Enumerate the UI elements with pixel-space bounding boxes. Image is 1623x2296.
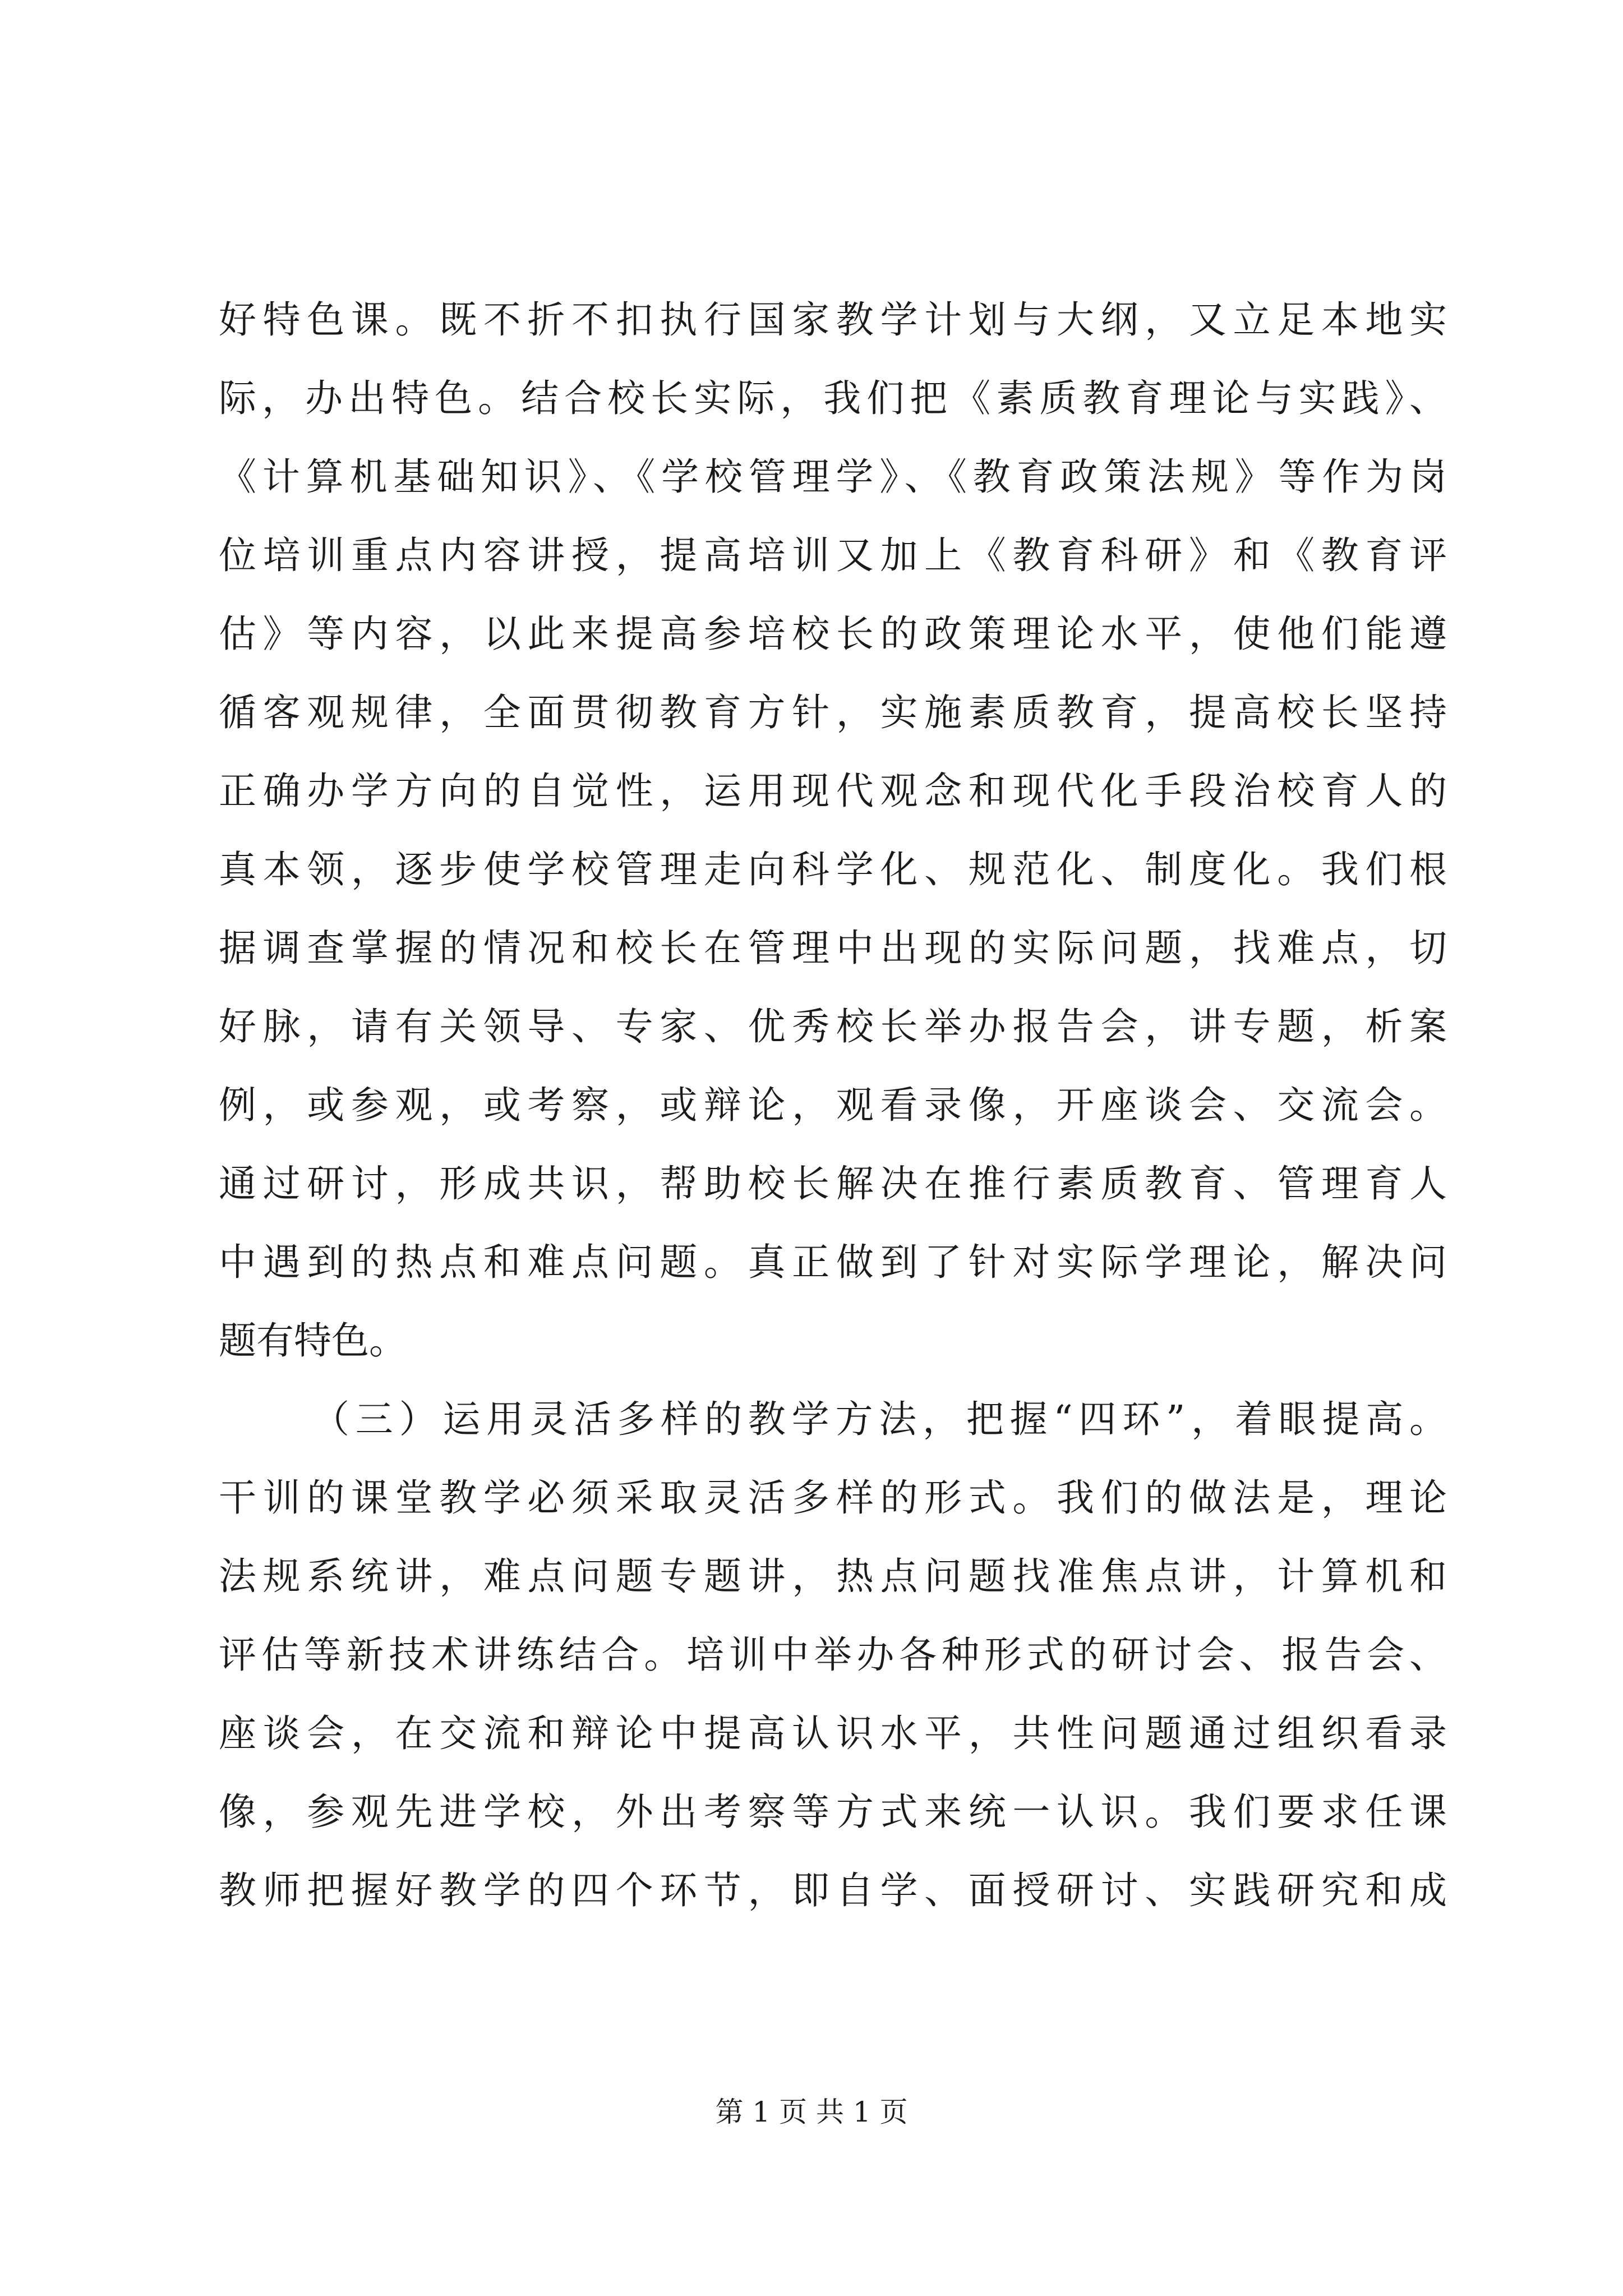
page-footer: 第 1 页 共 1 页 bbox=[715, 2096, 908, 2128]
body-text-line: 循客观规律，全面贯彻教育方针，实施素质教育，提高校长坚持 bbox=[219, 691, 1447, 734]
body-text-line: 中遇到的热点和难点问题。真正做到了针对实际学理论，解决问 bbox=[219, 1240, 1447, 1284]
body-text-line: 干训的课堂教学必须采取灵活多样的形式。我们的做法是，理论 bbox=[219, 1476, 1447, 1520]
body-text-line: 通过研讨，形成共识，帮助校长解决在推行素质教育、管理育人 bbox=[219, 1162, 1447, 1205]
body-text-line: 际，办出特色。结合校长实际，我们把《素质教育理论与实践》、 bbox=[219, 376, 1447, 420]
body-text-line: 例，或参观，或考察，或辩论，观看录像，开座谈会、交流会。 bbox=[219, 1083, 1447, 1127]
body-text-line: 估》等内容，以此来提高参培校长的政策理论水平，使他们能遵 bbox=[219, 612, 1447, 656]
body-text-line: 题有特色。 bbox=[219, 1319, 407, 1363]
body-text-line: 正确办学方向的自觉性，运用现代观念和现代化手段治校育人的 bbox=[219, 769, 1447, 813]
body-text-line: 像，参观先进学校，外出考察等方式来统一认识。我们要求任课 bbox=[219, 1790, 1447, 1834]
body-text-line: 法规系统讲，难点问题专题讲，热点问题找准焦点讲，计算机和 bbox=[219, 1554, 1447, 1598]
body-text-line: 好特色课。既不折不扣执行国家教学计划与大纲，又立足本地实 bbox=[219, 298, 1447, 342]
body-text-line: 据调查掌握的情况和校长在管理中出现的实际问题，找难点，切 bbox=[219, 926, 1447, 970]
body-text-line: 好脉，请有关领导、专家、优秀校长举办报告会，讲专题，析案 bbox=[219, 1005, 1447, 1048]
section-heading-line: （三）运用灵活多样的教学方法，把握“四环”，着眼提高。 bbox=[312, 1397, 1447, 1441]
body-text-line: 座谈会，在交流和辩论中提高认识水平，共性问题通过组织看录 bbox=[219, 1711, 1447, 1755]
body-text-line: 《计算机基础知识》、《学校管理学》、《教育政策法规》等作为岗 bbox=[219, 455, 1447, 499]
body-text-line: 位培训重点内容讲授，提高培训又加上《教育科研》和《教育评 bbox=[219, 533, 1447, 577]
body-text-line: 真本领，逐步使学校管理走向科学化、规范化、制度化。我们根 bbox=[219, 848, 1447, 891]
body-text-line: 评估等新技术讲练结合。培训中举办各种形式的研讨会、报告会、 bbox=[219, 1633, 1447, 1677]
body-text-line: 教师把握好教学的四个环节，即自学、面授研讨、实践研究和成 bbox=[219, 1869, 1447, 1912]
